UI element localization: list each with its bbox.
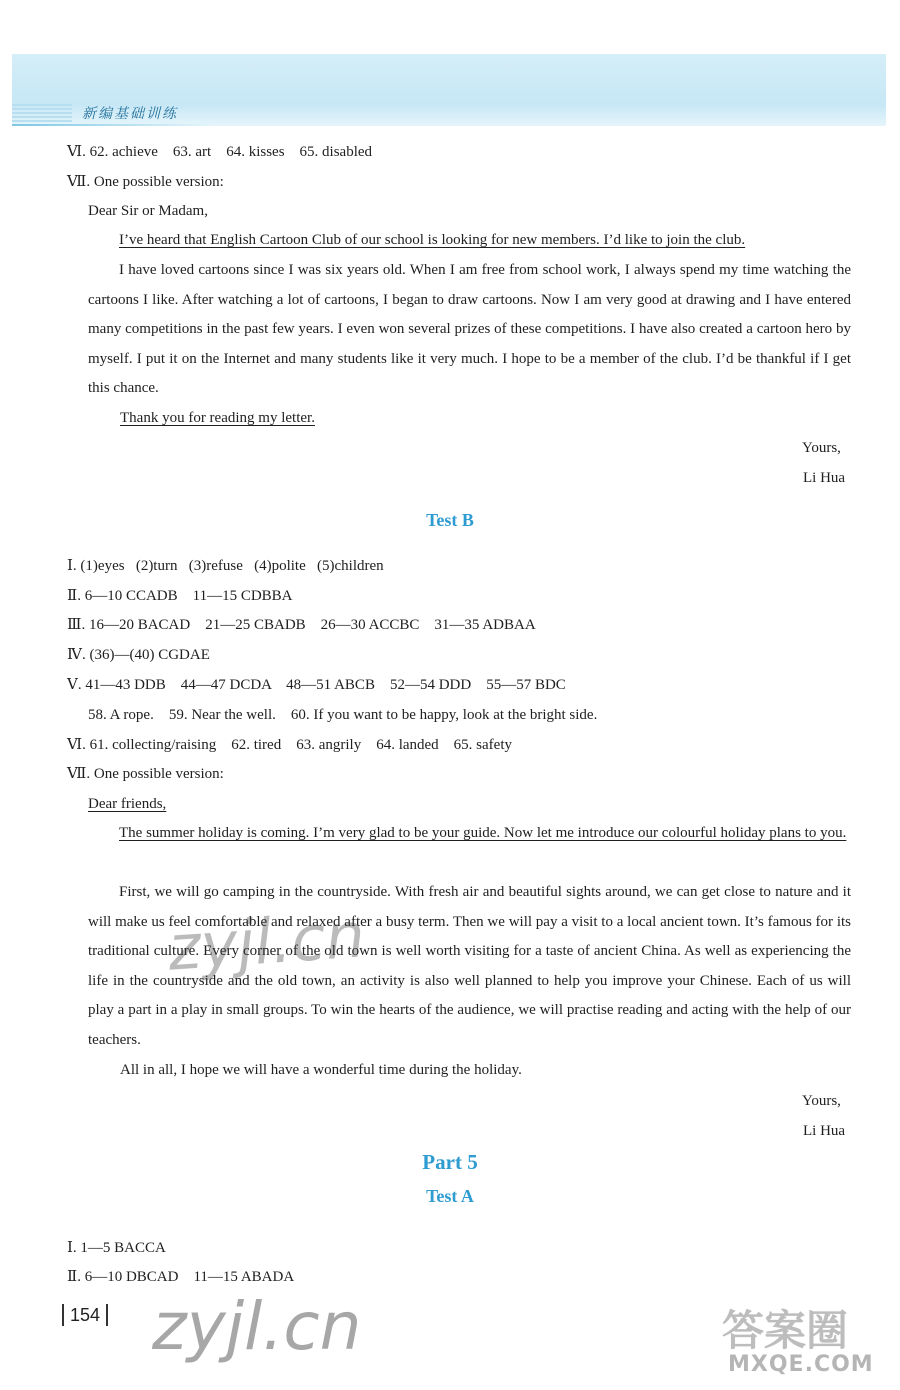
answer-line-6: Ⅵ. 61. collecting/raising 62. tired 63. angrily 64. landed 65. safety [67, 737, 512, 753]
letter-paragraph-2: First, we will go camping in the countryside. With fresh air and beautiful sights around, we can get close to nature and it will make us feel comfortable and relaxed after a busy term. Then we will pay a visit to a local ancient town. It’s famous for its traditional culture. Every corner of the old town is well worth visiting for a taste of ancient China. As well as experiencing the life in the countryside and the old town, an activity is also well planned to help you improve your Chinese. Each of us will play a part in a play in small groups. To win the hearts of the audience, we will practise reading and acting with the help of our teachers. [88, 884, 851, 1048]
part-5-heading: Part 5 [422, 1150, 478, 1174]
answer-line-7: Ⅶ. One possible version: [67, 766, 224, 782]
letter-signature: Li Hua [803, 1123, 846, 1139]
answer-line-3: Ⅲ. 16—20 BACAD 21—25 CBADB 26—30 ACCBC 31—35 ADBAA [67, 617, 536, 633]
letter-paragraph-3: All in all, I hope we will have a wonderful time during the holiday. [120, 1062, 522, 1078]
watermark-logo: 答案圈 [722, 1306, 849, 1355]
answer-line-5b: 58. A rope. 59. Near the well. 60. If you want to be happy, look at the bright side. [88, 707, 598, 723]
answer-line-6: Ⅵ. 62. achieve 63. art 64. kisses 65. disabled [67, 144, 373, 160]
letter-paragraph-3: Thank you for reading my letter. [120, 410, 315, 426]
part-5-test-a-heading: Test A [426, 1186, 474, 1206]
watermark-text: zyjl.cn [152, 1288, 362, 1365]
answer-line-7: Ⅶ. One possible version: [67, 174, 224, 190]
answer-line-4: Ⅳ. (36)—(40) CGDAE [67, 647, 210, 663]
header-stripes [12, 104, 72, 124]
answer-line-1: Ⅰ. (1)eyes (2)turn (3)refuse (4)polite (5)children [67, 558, 384, 574]
page-number: 154 [62, 1304, 108, 1326]
letter-paragraph-1: The summer holiday is coming. I’m very glad to be your guide. Now let me introduce our colourful holiday plans to you. [119, 825, 847, 841]
answer-line-2: Ⅱ. 6—10 DBCAD 11—15 ABADA [67, 1269, 295, 1285]
letter-closing: Yours, [802, 1093, 841, 1109]
letter-salutation: Dear Sir or Madam, [88, 203, 208, 219]
header-line [12, 124, 212, 126]
letter-signature: Li Hua [803, 470, 846, 486]
test-b-heading: Test B [426, 510, 474, 530]
header-title: 新编基础训练 [82, 106, 178, 122]
watermark-text: zyjl.cn [165, 898, 368, 985]
answer-line-2: Ⅱ. 6—10 CCADB 11—15 CDBBA [67, 588, 293, 604]
watermark-url: MXQE.COM [728, 1352, 874, 1377]
answer-line-1: Ⅰ. 1—5 BACCA [67, 1240, 166, 1256]
letter-salutation: Dear friends, [88, 796, 167, 812]
letter-paragraph-2: I have loved cartoons since I was six years old. When I am free from school work, I always spend my time watching the cartoons I like. After watching a lot of cartoons, I began to draw cartoons. Now I am very good at drawing and I have entered many competitions in the past few years. I even won several prizes of these competitions. I have also created a cartoon hero by myself. I put it on the Internet and many students like it very much. I hope to be a member of the club. I’d be thankful if I get this chance. [88, 262, 851, 397]
letter-closing: Yours, [802, 440, 841, 456]
answer-line-5: Ⅴ. 41—43 DDB 44—47 DCDA 48—51 ABCB 52—54 DDD 55—57 BDC [67, 677, 566, 693]
letter-paragraph-1: I’ve heard that English Cartoon Club of our school is looking for new members. I’d like to join the club. [119, 232, 746, 248]
